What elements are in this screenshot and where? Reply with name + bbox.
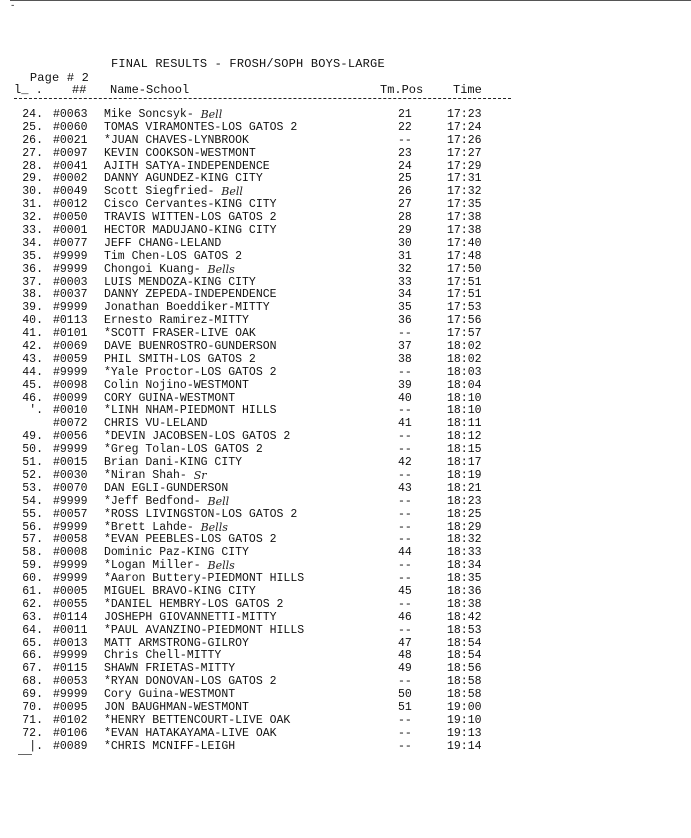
team-position-cell: -- bbox=[398, 133, 412, 147]
place-cell: 58. bbox=[22, 546, 43, 560]
bib-cell: #9999 bbox=[53, 520, 88, 534]
bib-cell: #0012 bbox=[53, 198, 88, 212]
runner-name-cell: *Aaron Buttery-PIEDMONT HILLS bbox=[104, 572, 305, 586]
finish-time-cell: 18:33 bbox=[447, 546, 482, 560]
finish-time-cell: 18:58 bbox=[447, 688, 482, 702]
bib-cell: #0101 bbox=[53, 327, 88, 341]
finish-time-cell: 18:23 bbox=[447, 494, 482, 508]
bib-cell: #9999 bbox=[53, 443, 88, 457]
place-cell: 41. bbox=[22, 327, 43, 341]
finish-time-cell: 17:27 bbox=[447, 146, 482, 160]
finish-time-cell: 18:12 bbox=[447, 430, 482, 444]
runner-name-cell: MIGUEL BRAVO-KING CITY bbox=[104, 584, 256, 598]
team-position-cell: 28 bbox=[398, 211, 412, 225]
result-row bbox=[0, 122, 691, 135]
team-position-cell: 31 bbox=[398, 249, 412, 263]
place-cell: 33. bbox=[22, 224, 43, 238]
place-cell: 52. bbox=[22, 468, 43, 482]
place-cell: 56. bbox=[22, 520, 43, 534]
finish-time-cell: 18:03 bbox=[447, 365, 482, 379]
result-row bbox=[0, 135, 691, 148]
finish-time-cell: 18:35 bbox=[447, 572, 482, 586]
bib-cell: #0069 bbox=[53, 340, 88, 354]
finish-time-cell: 17:57 bbox=[447, 327, 482, 341]
team-position-cell: 25 bbox=[398, 172, 412, 186]
place-cell: 43. bbox=[22, 352, 43, 366]
finish-time-cell: 17:48 bbox=[447, 249, 482, 263]
runner-name-cell: *Yale Proctor-LOS GATOS 2 bbox=[104, 365, 277, 379]
place-cell: 32. bbox=[22, 211, 43, 225]
finish-time-cell: 19:14 bbox=[447, 739, 482, 753]
result-row bbox=[0, 251, 691, 264]
runner-name-cell: *LINH NHAM-PIEDMONT HILLS bbox=[104, 404, 277, 418]
place-cell: 24. bbox=[22, 108, 43, 121]
result-row bbox=[0, 586, 691, 599]
finish-time-cell: 17:38 bbox=[447, 224, 482, 238]
team-position-cell: 38 bbox=[398, 352, 412, 366]
team-position-cell: 41 bbox=[398, 417, 412, 431]
bib-cell: #0114 bbox=[53, 610, 88, 624]
result-row bbox=[0, 509, 691, 522]
runner-name-cell: JEFF CHANG-LELAND bbox=[104, 236, 222, 250]
runner-name-cell: DANNY AGUNDEZ-KING CITY bbox=[104, 172, 263, 186]
runner-name-cell: Colin Nojino-WESTMONT bbox=[104, 378, 249, 392]
bib-cell: #0021 bbox=[53, 133, 88, 147]
runner-name-cell: HECTOR MADUJANO-KING CITY bbox=[104, 224, 277, 238]
bib-cell: #0055 bbox=[53, 597, 88, 611]
place-cell: 29. bbox=[22, 172, 43, 186]
handwritten-note: Sr bbox=[193, 468, 207, 482]
bib-cell: #0008 bbox=[53, 546, 88, 560]
runner-name-cell: *Niran Shah- bbox=[104, 468, 187, 482]
team-position-cell: 42 bbox=[398, 456, 412, 470]
finish-time-cell: 17:32 bbox=[447, 185, 482, 199]
bib-cell: #9999 bbox=[53, 572, 88, 586]
bib-cell: #9999 bbox=[53, 559, 88, 573]
runner-name-cell: Cisco Cervantes-KING CITY bbox=[104, 198, 277, 212]
bib-cell: #9999 bbox=[53, 249, 88, 263]
team-position-cell: -- bbox=[398, 559, 412, 573]
runner-name-cell: Mike Soncsyk- bbox=[104, 108, 194, 121]
finish-time-cell: 18:58 bbox=[447, 675, 482, 689]
team-position-cell: -- bbox=[398, 533, 412, 547]
handwritten-note: Bell bbox=[221, 185, 243, 199]
team-position-cell: 46 bbox=[398, 610, 412, 624]
result-row bbox=[0, 264, 691, 277]
finish-time-cell: 18:32 bbox=[447, 533, 482, 547]
result-row bbox=[0, 470, 691, 483]
bib-cell: #0050 bbox=[53, 211, 88, 225]
bib-cell: #0005 bbox=[53, 584, 88, 598]
result-row bbox=[0, 225, 691, 238]
team-position-cell: 37 bbox=[398, 340, 412, 354]
place-cell: 70. bbox=[22, 700, 43, 714]
team-position-cell: 36 bbox=[398, 314, 412, 328]
runner-name-cell: Chongoi Kuang- bbox=[104, 262, 201, 276]
runner-name-cell: CHRIS VU-LELAND bbox=[104, 417, 208, 431]
place-cell: 26. bbox=[22, 133, 43, 147]
team-position-cell: -- bbox=[398, 443, 412, 457]
team-position-cell: 21 bbox=[398, 108, 412, 121]
page-title: FINAL RESULTS - FROSH/SOPH BOYS-LARGE bbox=[111, 57, 385, 71]
runner-name-cell: *EVAN PEEBLES-LOS GATOS 2 bbox=[104, 533, 277, 547]
result-row bbox=[0, 702, 691, 715]
runner-name-cell: JOSHEPH GIOVANNETTI-MITTY bbox=[104, 610, 277, 624]
place-cell: 53. bbox=[22, 481, 43, 495]
runner-name-cell: *JUAN CHAVES-LYNBROOK bbox=[104, 133, 249, 147]
finish-time-cell: 18:54 bbox=[447, 649, 482, 663]
team-position-cell: 51 bbox=[398, 700, 412, 714]
scan-top-border bbox=[10, 0, 691, 1]
team-position-cell: 24 bbox=[398, 159, 412, 173]
runner-name-cell: PHIL SMITH-LOS GATOS 2 bbox=[104, 352, 256, 366]
bib-cell: #0113 bbox=[53, 314, 88, 328]
place-cell: 72. bbox=[22, 726, 43, 740]
place-cell: 61. bbox=[22, 584, 43, 598]
runner-name-cell: TOMAS VIRAMONTES-LOS GATOS 2 bbox=[104, 120, 298, 134]
result-row bbox=[0, 483, 691, 496]
runner-name-cell: Cory Guina-WESTMONT bbox=[104, 688, 236, 702]
runner-name-cell: Brian Dani-KING CITY bbox=[104, 456, 243, 470]
bib-cell: #0077 bbox=[53, 236, 88, 250]
team-position-cell: -- bbox=[398, 494, 412, 508]
result-row bbox=[0, 367, 691, 380]
finish-time-cell: 19:13 bbox=[447, 726, 482, 740]
runner-name-cell: JON BAUGHMAN-WESTMONT bbox=[104, 700, 249, 714]
team-position-cell: 32 bbox=[398, 262, 412, 276]
place-cell: 42. bbox=[22, 340, 43, 354]
place-cell: 67. bbox=[22, 662, 43, 676]
team-position-cell: -- bbox=[398, 404, 412, 418]
bib-cell: #0053 bbox=[53, 675, 88, 689]
result-row bbox=[0, 728, 691, 741]
handwritten-note: Bells bbox=[207, 262, 235, 276]
runner-name-cell: *DEVIN JACOBSEN-LOS GATOS 2 bbox=[104, 430, 291, 444]
runner-name-cell: CORY GUINA-WESTMONT bbox=[104, 391, 236, 405]
team-position-cell: -- bbox=[398, 623, 412, 637]
bib-cell: #0059 bbox=[53, 352, 88, 366]
team-position-cell: -- bbox=[398, 726, 412, 740]
place-cell: 27. bbox=[22, 146, 43, 160]
place-cell: 28. bbox=[22, 159, 43, 173]
handwritten-note: Bells bbox=[207, 559, 235, 573]
column-header-bib: ## bbox=[72, 83, 87, 97]
finish-time-cell: 17:24 bbox=[447, 120, 482, 134]
team-position-cell: 23 bbox=[398, 146, 412, 160]
bib-cell: #9999 bbox=[53, 365, 88, 379]
result-row bbox=[0, 741, 691, 754]
finish-time-cell: 18:38 bbox=[447, 597, 482, 611]
runner-name-cell: Dominic Paz-KING CITY bbox=[104, 546, 249, 560]
bib-cell: #0089 bbox=[53, 739, 88, 753]
result-row bbox=[0, 341, 691, 354]
place-cell: 65. bbox=[22, 636, 43, 650]
results-table bbox=[0, 109, 691, 754]
result-row bbox=[0, 599, 691, 612]
finish-time-cell: 17:35 bbox=[447, 198, 482, 212]
place-cell: 25. bbox=[22, 120, 43, 134]
finish-time-cell: 18:21 bbox=[447, 481, 482, 495]
runner-name-cell: DAVE BUENROSTRO-GUNDERSON bbox=[104, 340, 277, 354]
runner-name-cell: *DANIEL HEMBRY-LOS GATOS 2 bbox=[104, 597, 284, 611]
bib-cell: #0037 bbox=[53, 288, 88, 302]
scan-tick-mark: - bbox=[10, 1, 16, 11]
finish-time-cell: 18:19 bbox=[447, 468, 482, 482]
bib-cell: #0115 bbox=[53, 662, 88, 676]
runner-name-cell: *EVAN HATAKAYAMA-LIVE OAK bbox=[104, 726, 277, 740]
result-row bbox=[0, 148, 691, 161]
result-row bbox=[0, 612, 691, 625]
bib-cell: #0056 bbox=[53, 430, 88, 444]
team-position-cell: 26 bbox=[398, 185, 412, 199]
team-position-cell: -- bbox=[398, 520, 412, 534]
bib-cell: #9999 bbox=[53, 262, 88, 276]
runner-name-cell: *Greg Tolan-LOS GATOS 2 bbox=[104, 443, 263, 457]
bib-cell: #0060 bbox=[53, 120, 88, 134]
finish-time-cell: 17:51 bbox=[447, 275, 482, 289]
result-row bbox=[0, 715, 691, 728]
place-cell: 38. bbox=[22, 288, 43, 302]
team-position-cell: -- bbox=[398, 597, 412, 611]
team-position-cell: 50 bbox=[398, 688, 412, 702]
column-header-time: Time bbox=[453, 83, 482, 97]
bib-cell: #0070 bbox=[53, 481, 88, 495]
finish-time-cell: 18:34 bbox=[447, 559, 482, 573]
place-cell: 68. bbox=[22, 675, 43, 689]
finish-time-cell: 18:04 bbox=[447, 378, 482, 392]
runner-name-cell: DAN EGLI-GUNDERSON bbox=[104, 481, 229, 495]
column-header-name: Name-School bbox=[110, 83, 190, 97]
place-cell: 36. bbox=[22, 262, 43, 276]
bib-cell: #9999 bbox=[53, 649, 88, 663]
team-position-cell: -- bbox=[398, 572, 412, 586]
place-cell: 62. bbox=[22, 597, 43, 611]
team-position-cell: -- bbox=[398, 713, 412, 727]
runner-name-cell: TRAVIS WITTEN-LOS GATOS 2 bbox=[104, 211, 277, 225]
place-cell: 37. bbox=[22, 275, 43, 289]
header-divider bbox=[14, 98, 511, 99]
runner-name-cell: Scott Siegfried- bbox=[104, 185, 215, 199]
column-header-row bbox=[0, 83, 691, 97]
place-cell: 35. bbox=[22, 249, 43, 263]
bib-cell: #0058 bbox=[53, 533, 88, 547]
runner-name-cell: KEVIN COOKSON-WESTMONT bbox=[104, 146, 256, 160]
bib-cell: #9999 bbox=[53, 301, 88, 315]
runner-name-cell: *Brett Lahde- bbox=[104, 520, 194, 534]
bib-cell: #0097 bbox=[53, 146, 88, 160]
bib-cell: #0010 bbox=[53, 404, 88, 418]
bib-cell: #0072 bbox=[53, 417, 88, 431]
result-row bbox=[0, 109, 691, 122]
team-position-cell: 49 bbox=[398, 662, 412, 676]
finish-time-cell: 18:10 bbox=[447, 404, 482, 418]
runner-name-cell: *PAUL AVANZINO-PIEDMONT HILLS bbox=[104, 623, 305, 637]
place-cell: 64. bbox=[22, 623, 43, 637]
team-position-cell: -- bbox=[398, 327, 412, 341]
bib-cell: #0102 bbox=[53, 713, 88, 727]
team-position-cell: 35 bbox=[398, 301, 412, 315]
runner-name-cell: *SCOTT FRASER-LIVE OAK bbox=[104, 327, 256, 341]
finish-time-cell: 17:51 bbox=[447, 288, 482, 302]
team-position-cell: 43 bbox=[398, 481, 412, 495]
finish-time-cell: 18:02 bbox=[447, 352, 482, 366]
team-position-cell: -- bbox=[398, 365, 412, 379]
bib-cell: #0098 bbox=[53, 378, 88, 392]
finish-time-cell: 17:23 bbox=[447, 108, 482, 121]
team-position-cell: 33 bbox=[398, 275, 412, 289]
bib-cell: #0030 bbox=[53, 468, 88, 482]
place-cell: 59. bbox=[22, 559, 43, 573]
runner-name-cell: *Jeff Bedfond- bbox=[104, 494, 201, 508]
finish-time-cell: 17:40 bbox=[447, 236, 482, 250]
finish-time-cell: 18:02 bbox=[447, 340, 482, 354]
runner-name-cell: *HENRY BETTENCOURT-LIVE OAK bbox=[104, 713, 291, 727]
runner-name-cell: Jonathan Boeddiker-MITTY bbox=[104, 301, 270, 315]
bib-cell: #9999 bbox=[53, 494, 88, 508]
finish-time-cell: 19:00 bbox=[447, 700, 482, 714]
result-row bbox=[0, 354, 691, 367]
bib-cell: #0003 bbox=[53, 275, 88, 289]
bib-cell: #0015 bbox=[53, 456, 88, 470]
runner-name-cell: Chris Chell-MITTY bbox=[104, 649, 222, 663]
finish-time-cell: 18:56 bbox=[447, 662, 482, 676]
finish-time-cell: 17:53 bbox=[447, 301, 482, 315]
place-cell: 40. bbox=[22, 314, 43, 328]
finish-time-cell: 18:10 bbox=[447, 391, 482, 405]
place-cell: 34. bbox=[22, 236, 43, 250]
finish-time-cell: 19:10 bbox=[447, 713, 482, 727]
place-cell: 39. bbox=[22, 301, 43, 315]
place-cell: 45. bbox=[22, 378, 43, 392]
runner-name-cell: Ernesto Ramirez-MITTY bbox=[104, 314, 249, 328]
result-row bbox=[0, 238, 691, 251]
finish-time-cell: 17:50 bbox=[447, 262, 482, 276]
result-row bbox=[0, 625, 691, 638]
runner-name-cell: *CHRIS MCNIFF-LEIGH bbox=[104, 739, 236, 753]
finish-time-cell: 18:11 bbox=[447, 417, 482, 431]
team-position-cell: 39 bbox=[398, 378, 412, 392]
runner-name-cell: *ROSS LIVINGSTON-LOS GATOS 2 bbox=[104, 507, 298, 521]
team-position-cell: -- bbox=[398, 675, 412, 689]
team-position-cell: 29 bbox=[398, 224, 412, 238]
place-cell: 54. bbox=[22, 494, 43, 508]
team-position-cell: 47 bbox=[398, 636, 412, 650]
team-position-cell: 34 bbox=[398, 288, 412, 302]
team-position-cell: 48 bbox=[398, 649, 412, 663]
place-cell: '. bbox=[29, 404, 43, 418]
bib-cell: #0002 bbox=[53, 172, 88, 186]
finish-time-cell: 18:17 bbox=[447, 456, 482, 470]
place-cell: 71. bbox=[22, 713, 43, 727]
bib-cell: #0041 bbox=[53, 159, 88, 173]
place-cell: 51. bbox=[22, 456, 43, 470]
bib-cell: #0106 bbox=[53, 726, 88, 740]
bib-cell: #0001 bbox=[53, 224, 88, 238]
place-cell: 31. bbox=[22, 198, 43, 212]
finish-time-cell: 18:53 bbox=[447, 623, 482, 637]
team-position-cell: 44 bbox=[398, 546, 412, 560]
runner-name-cell: AJITH SATYA-INDEPENDENCE bbox=[104, 159, 270, 173]
runner-name-cell: *Logan Miller- bbox=[104, 559, 201, 573]
finish-time-cell: 18:25 bbox=[447, 507, 482, 521]
handwritten-note: Bell bbox=[207, 494, 230, 508]
team-position-cell: -- bbox=[398, 430, 412, 444]
bib-cell: #0013 bbox=[53, 636, 88, 650]
team-position-cell: -- bbox=[398, 468, 412, 482]
team-position-cell: 45 bbox=[398, 584, 412, 598]
place-cell: 50. bbox=[22, 443, 43, 457]
team-position-cell: -- bbox=[398, 507, 412, 521]
place-cell: 63. bbox=[22, 610, 43, 624]
finish-time-cell: 17:31 bbox=[447, 172, 482, 186]
team-position-cell: 40 bbox=[398, 391, 412, 405]
handwritten-note: Bell bbox=[200, 108, 223, 121]
bib-cell: #0011 bbox=[53, 623, 88, 637]
place-cell: 30. bbox=[22, 185, 43, 199]
finish-time-cell: 17:38 bbox=[447, 211, 482, 225]
finish-time-cell: 18:54 bbox=[447, 636, 482, 650]
bib-cell: #0099 bbox=[53, 391, 88, 405]
place-cell: 46. bbox=[22, 391, 43, 405]
finish-time-cell: 18:15 bbox=[447, 443, 482, 457]
finish-time-cell: 18:29 bbox=[447, 520, 482, 534]
finish-time-cell: 17:26 bbox=[447, 133, 482, 147]
team-position-cell: 27 bbox=[398, 198, 412, 212]
place-cell: 55. bbox=[22, 507, 43, 521]
runner-name-cell: Tim Chen-LOS GATOS 2 bbox=[104, 249, 243, 263]
place-cell: 49. bbox=[22, 430, 43, 444]
team-position-cell: -- bbox=[398, 739, 412, 753]
page-number: Page # 2 bbox=[29, 71, 90, 85]
place-cell: 57. bbox=[22, 533, 43, 547]
finish-time-cell: 17:29 bbox=[447, 159, 482, 173]
bib-cell: #0095 bbox=[53, 700, 88, 714]
place-cell: 60. bbox=[22, 572, 43, 586]
runner-name-cell: SHAWN FRIETAS-MITTY bbox=[104, 662, 236, 676]
runner-name-cell: DANNY ZEPEDA-INDEPENDENCE bbox=[104, 288, 277, 302]
finish-time-cell: 17:56 bbox=[447, 314, 482, 328]
runner-name-cell: MATT ARMSTRONG-GILROY bbox=[104, 636, 249, 650]
bib-cell: #0049 bbox=[53, 185, 88, 199]
place-cell: |. bbox=[29, 739, 43, 753]
team-position-cell: 30 bbox=[398, 236, 412, 250]
runner-name-cell: *RYAN DONOVAN-LOS GATOS 2 bbox=[104, 675, 277, 689]
column-header-team-position: Tm.Pos bbox=[380, 83, 424, 97]
handwritten-note: Bells bbox=[200, 520, 228, 534]
place-cell: 44. bbox=[22, 365, 43, 379]
place-cell: 69. bbox=[22, 688, 43, 702]
team-position-cell: 22 bbox=[398, 120, 412, 134]
finish-time-cell: 18:36 bbox=[447, 584, 482, 598]
result-row bbox=[0, 380, 691, 393]
result-row bbox=[0, 496, 691, 509]
column-header-place: l_ . bbox=[14, 83, 43, 97]
place-cell: 66. bbox=[22, 649, 43, 663]
runner-name-cell: LUIS MENDOZA-KING CITY bbox=[104, 275, 256, 289]
finish-time-cell: 18:42 bbox=[447, 610, 482, 624]
scan-margin-mark bbox=[18, 754, 32, 755]
result-row bbox=[0, 457, 691, 470]
bib-cell: #9999 bbox=[53, 688, 88, 702]
bib-cell: #0063 bbox=[53, 108, 88, 121]
bib-cell: #0057 bbox=[53, 507, 88, 521]
